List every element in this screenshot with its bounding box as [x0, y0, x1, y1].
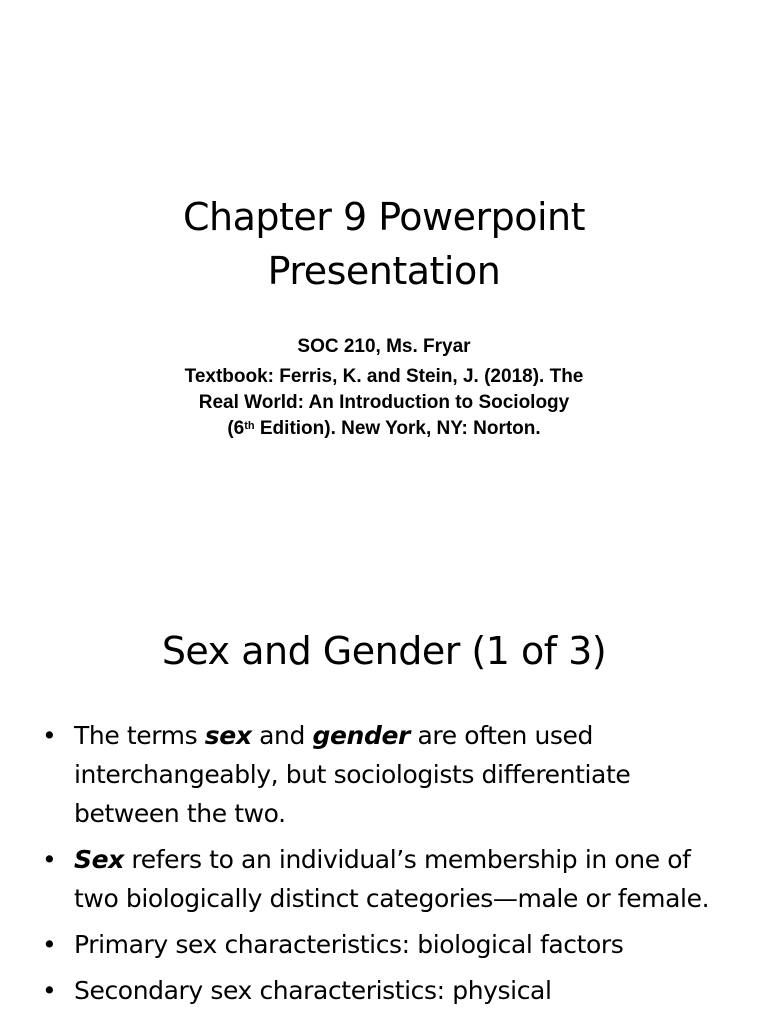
edition-publisher: Edition). New York, NY: Norton. — [254, 418, 541, 439]
textbook-reference-line-3 — [0, 416, 768, 442]
term-sex: sex — [204, 721, 252, 750]
textbook-reference-line-1: Textbook: Ferris, K. and Stein, J. (2018). The — [184, 366, 584, 387]
slide-subtitle — [0, 334, 768, 442]
bullet-item — [42, 925, 722, 964]
text-run: are often used interchangeably, but sociologists differentiate between the two. — [74, 721, 631, 828]
textbook-reference-line-2: Real World: An Introduction to Sociology — [198, 392, 570, 413]
bullet-icon: • — [42, 721, 57, 750]
slide-title-line-1: Chapter 9 Powerpoint — [182, 195, 586, 239]
edition-prefix: (6 — [227, 418, 245, 439]
text-run: The terms — [74, 721, 205, 750]
course-label: SOC 210, Ms. Fryar — [297, 336, 471, 357]
bullet-item — [42, 840, 722, 918]
bullet-text — [74, 721, 630, 828]
term-gender: gender — [312, 721, 410, 750]
slide-title — [0, 190, 768, 298]
text-run: refers to an individual’s membership in one of two biologically distinct categories—male or female. — [74, 845, 710, 913]
bullet-icon: • — [42, 976, 57, 1005]
bullet-icon: • — [42, 845, 57, 874]
bullet-list — [42, 716, 722, 1017]
content-slide — [0, 576, 768, 1024]
edition-ordinal-suffix: th — [244, 420, 255, 432]
bullet-item — [42, 971, 722, 1010]
bullet-icon: • — [42, 930, 57, 959]
slide-heading: Sex and Gender (1 of 3) — [161, 629, 607, 673]
bullet-text — [74, 845, 709, 913]
bullet-text: Primary sex characteristics: biological factors — [74, 930, 624, 959]
bullet-text: Secondary sex characteristics: physical — [74, 976, 552, 1005]
text-run: and — [251, 721, 313, 750]
bullet-item — [42, 716, 722, 833]
slide-title-line-2: Presentation — [267, 249, 501, 293]
term-sex-definition: Sex — [74, 845, 124, 874]
